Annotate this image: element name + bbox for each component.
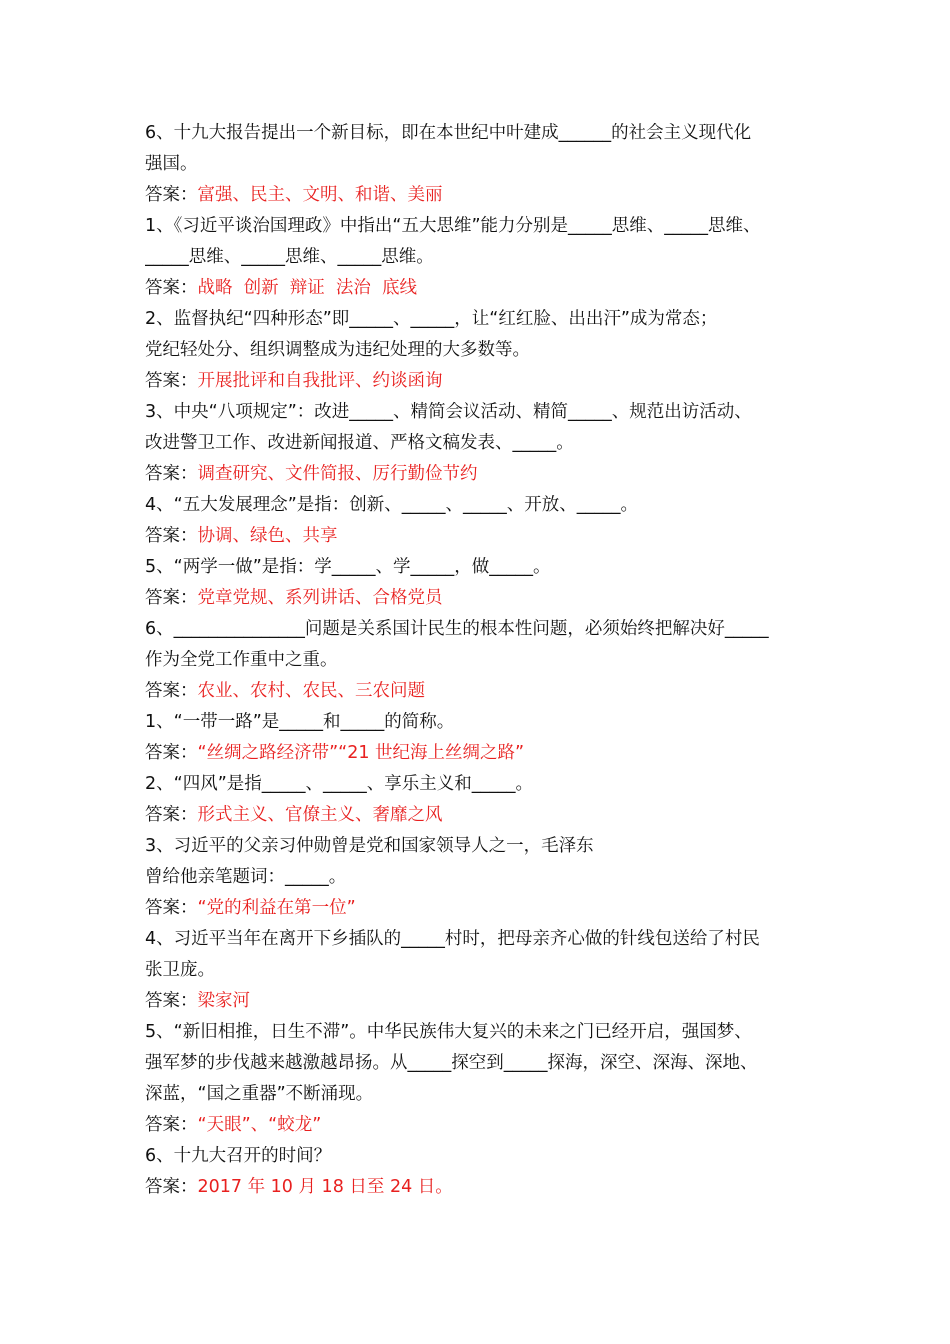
question-line: _____思维、_____思维、_____思维。 [145, 247, 434, 267]
question-line: 强军梦的步伐越来越激越昂扬。从_____探空到_____探海，深空、深海、深地、 [145, 1053, 758, 1073]
answer-text: “丝绸之路经济带”“21 世纪海上丝绸之路” [197, 743, 525, 763]
answer-line [145, 986, 813, 1017]
answer-text: 形式主义、官僚主义、奢靡之风 [197, 805, 443, 825]
qa-block [145, 552, 813, 614]
question-line: 党纪轻处分、组织调整成为违纪处理的大多数等。 [145, 340, 530, 360]
qa-block [145, 118, 813, 211]
qa-block [145, 304, 813, 397]
answer-text: 富强、民主、文明、和谐、美丽 [197, 185, 443, 205]
answer-label: 答案： [145, 464, 198, 484]
qa-block [145, 614, 813, 707]
question-line: 6、_______________问题是关系国计民生的根本性问题，必须始终把解决好_____ [145, 619, 769, 639]
answer-label: 答案： [145, 1177, 198, 1197]
qa-block [145, 924, 813, 1017]
answer-text: 战略 创新 辩证 法治 底线 [197, 278, 418, 298]
question-line: 强国。 [145, 154, 198, 174]
answer-text: “天眼”、“蛟龙” [197, 1115, 322, 1135]
answer-label: 答案： [145, 526, 198, 546]
question-line: 1、《习近平谈治国理政》中指出“五大思维”能力分别是_____思维、_____思维、 [145, 216, 761, 236]
answer-line [145, 583, 813, 614]
document-body [145, 118, 813, 1203]
qa-block [145, 769, 813, 831]
answer-label: 答案： [145, 588, 198, 608]
answer-text: 梁家河 [197, 991, 250, 1011]
answer-line [145, 366, 813, 397]
answer-line [145, 1110, 813, 1141]
answer-line [145, 893, 813, 924]
question-line: 6、十九大报告提出一个新目标，即在本世纪中叶建成______的社会主义现代化 [145, 123, 752, 143]
question-line: 6、十九大召开的时间？ [145, 1146, 332, 1166]
answer-label: 答案： [145, 185, 198, 205]
answer-text: “党的利益在第一位” [197, 898, 356, 918]
answer-label: 答案： [145, 805, 198, 825]
question-line: 5、“新旧相推，日生不滞”。中华民族伟大复兴的未来之门已经开启，强国梦、 [145, 1022, 752, 1042]
question-line: 3、习近平的父亲习仲勋曾是党和国家领导人之一，毛泽东 [145, 836, 594, 856]
question-line: 5、“两学一做”是指：学_____、学_____，做_____。 [145, 557, 551, 577]
answer-label: 答案： [145, 898, 198, 918]
answer-label: 答案： [145, 371, 198, 391]
answer-text: 农业、农村、农民、三农问题 [197, 681, 425, 701]
question-line: 4、习近平当年在离开下乡插队的_____村时，把母亲齐心做的针线包送给了村民 [145, 929, 760, 949]
answer-line [145, 459, 813, 490]
answer-label: 答案： [145, 991, 198, 1011]
answer-line [145, 1172, 813, 1203]
answer-text: 党章党规、系列讲话、合格党员 [197, 588, 443, 608]
question-line: 张卫庞。 [145, 960, 215, 980]
qa-block [145, 1141, 813, 1203]
answer-text: 调查研究、文件简报、厉行勤俭节约 [197, 464, 478, 484]
question-line: 曾给他亲笔题词：_____。 [145, 867, 347, 887]
answer-text: 2017 年 10 月 18 日至 24 日。 [197, 1177, 453, 1197]
qa-block [145, 211, 813, 304]
answer-text: 协调、绿色、共享 [197, 526, 338, 546]
qa-block [145, 490, 813, 552]
answer-line [145, 676, 813, 707]
question-line: 深蓝，“国之重器”不断涌现。 [145, 1084, 374, 1104]
answer-line [145, 273, 813, 304]
qa-block [145, 831, 813, 924]
answer-line [145, 521, 813, 552]
answer-text: 开展批评和自我批评、约谈函询 [197, 371, 443, 391]
answer-label: 答案： [145, 278, 198, 298]
answer-label: 答案： [145, 1115, 198, 1135]
answer-line [145, 180, 813, 211]
answer-label: 答案： [145, 681, 198, 701]
question-line: 1、“一带一路”是_____和_____的简称。 [145, 712, 455, 732]
answer-label: 答案： [145, 743, 198, 763]
question-line: 4、“五大发展理念”是指：创新、_____、_____、开放、_____。 [145, 495, 639, 515]
answer-line [145, 800, 813, 831]
qa-block [145, 397, 813, 490]
qa-block [145, 707, 813, 769]
qa-block [145, 1017, 813, 1141]
answer-line [145, 738, 813, 769]
question-line: 改进警卫工作、改进新闻报道、严格文稿发表、_____。 [145, 433, 574, 453]
question-line: 3、中央“八项规定”：改进_____、精简会议活动、精简_____、规范出访活动、 [145, 402, 752, 422]
question-line: 2、“四风”是指_____、_____、享乐主义和_____。 [145, 774, 534, 794]
question-line: 作为全党工作重中之重。 [145, 650, 338, 670]
question-line: 2、监督执纪“四种形态”即_____、_____，让“红红脸、出出汗”成为常态； [145, 309, 718, 329]
